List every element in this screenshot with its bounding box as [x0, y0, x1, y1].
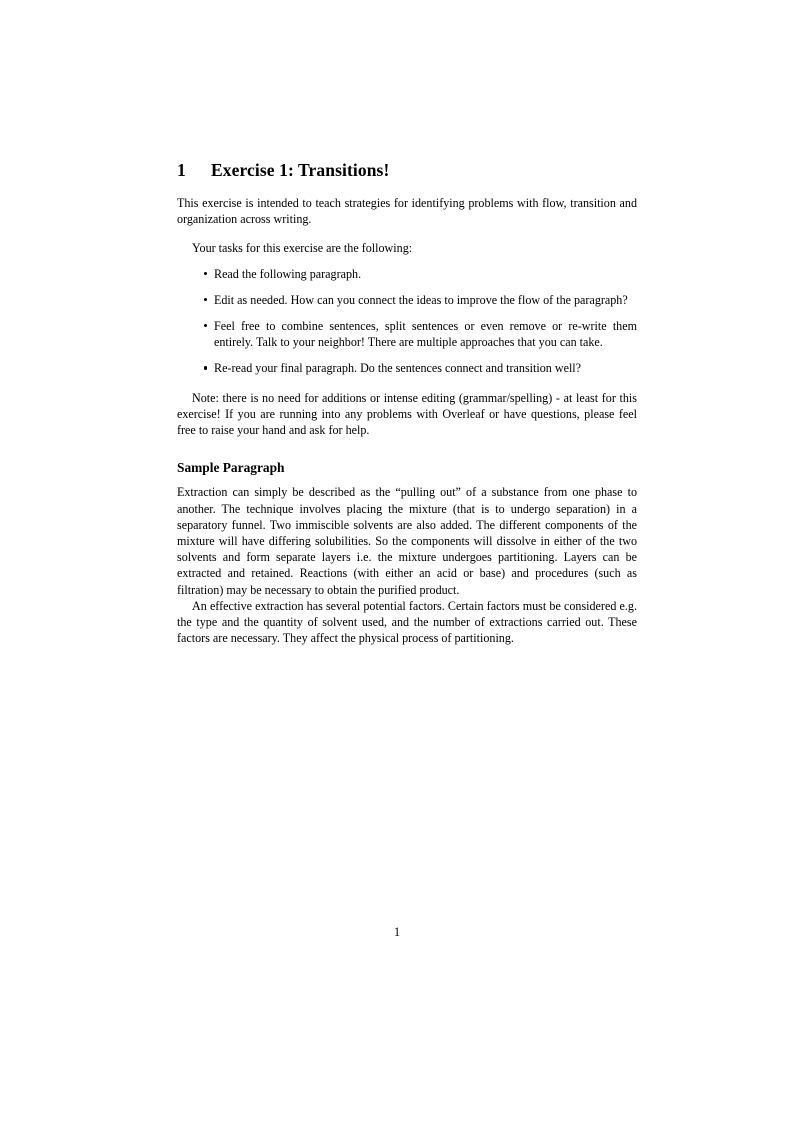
list-item-label: Edit as needed. How can you connect the ideas to improve the flow of the paragraph? — [214, 292, 628, 307]
bullet-icon — [204, 324, 207, 327]
bullet-icon — [204, 272, 207, 275]
section-title: Exercise 1: Transitions! — [211, 160, 390, 180]
sample-paragraph-1: Extraction can simply be described as the “pulling out” of a substance from one phase to another. The technique involves placing the mixture (that is to undergo separation) in a separatory funnel. Two immiscible solvents are also added. The different components of the mixture will have differing solubilities. So the components will dissolve in either of the two solvents and form separate layers i.e. the mixture undergoes partitioning. Layers can be extracted and retained. Reactions (with either an acid or base) and procedures (such as filtration) may be necessary to obtain the purified product. — [177, 485, 637, 597]
page-number: 1 — [393, 925, 401, 939]
section-heading — [177, 160, 637, 181]
bullet-icon — [204, 298, 207, 301]
sample-paragraph-2: An effective extraction has several potential factors. Certain factors must be considered e.g. the type and the quantity of solvent used, and the number of extractions carried out. These factors are necessary. They affect the physical process of partitioning. — [177, 598, 637, 646]
list-item — [177, 318, 637, 350]
list-item — [177, 266, 637, 282]
list-item — [177, 292, 637, 308]
intro-paragraph: This exercise is intended to teach strategies for identifying problems with flow, transition and organization across writing. — [177, 196, 637, 227]
list-item-label: Read the following paragraph. — [214, 266, 362, 281]
task-list — [177, 266, 637, 377]
note-paragraph: Note: there is no need for additions or intense editing (grammar/spelling) - at least for this exercise! If you are running into any problems with Overleaf or have questions, please feel free to raise your hand and ask for help. — [177, 390, 637, 438]
section-number: 1 — [177, 160, 186, 180]
list-item-label: Re-read your final paragraph. Do the sentences connect and transition well? — [214, 361, 582, 376]
list-item-label: Feel free to combine sentences, split sentences or even remove or re-write them entirely. Talk to your neighbor! There are multiple approaches that you can take. — [214, 319, 637, 350]
bullet-icon — [204, 366, 207, 369]
tasks-lead-in: Your tasks for this exercise are the following: — [192, 241, 413, 256]
document-body — [177, 160, 637, 646]
subsection-heading: Sample Paragraph — [177, 460, 285, 476]
list-item — [177, 360, 637, 376]
